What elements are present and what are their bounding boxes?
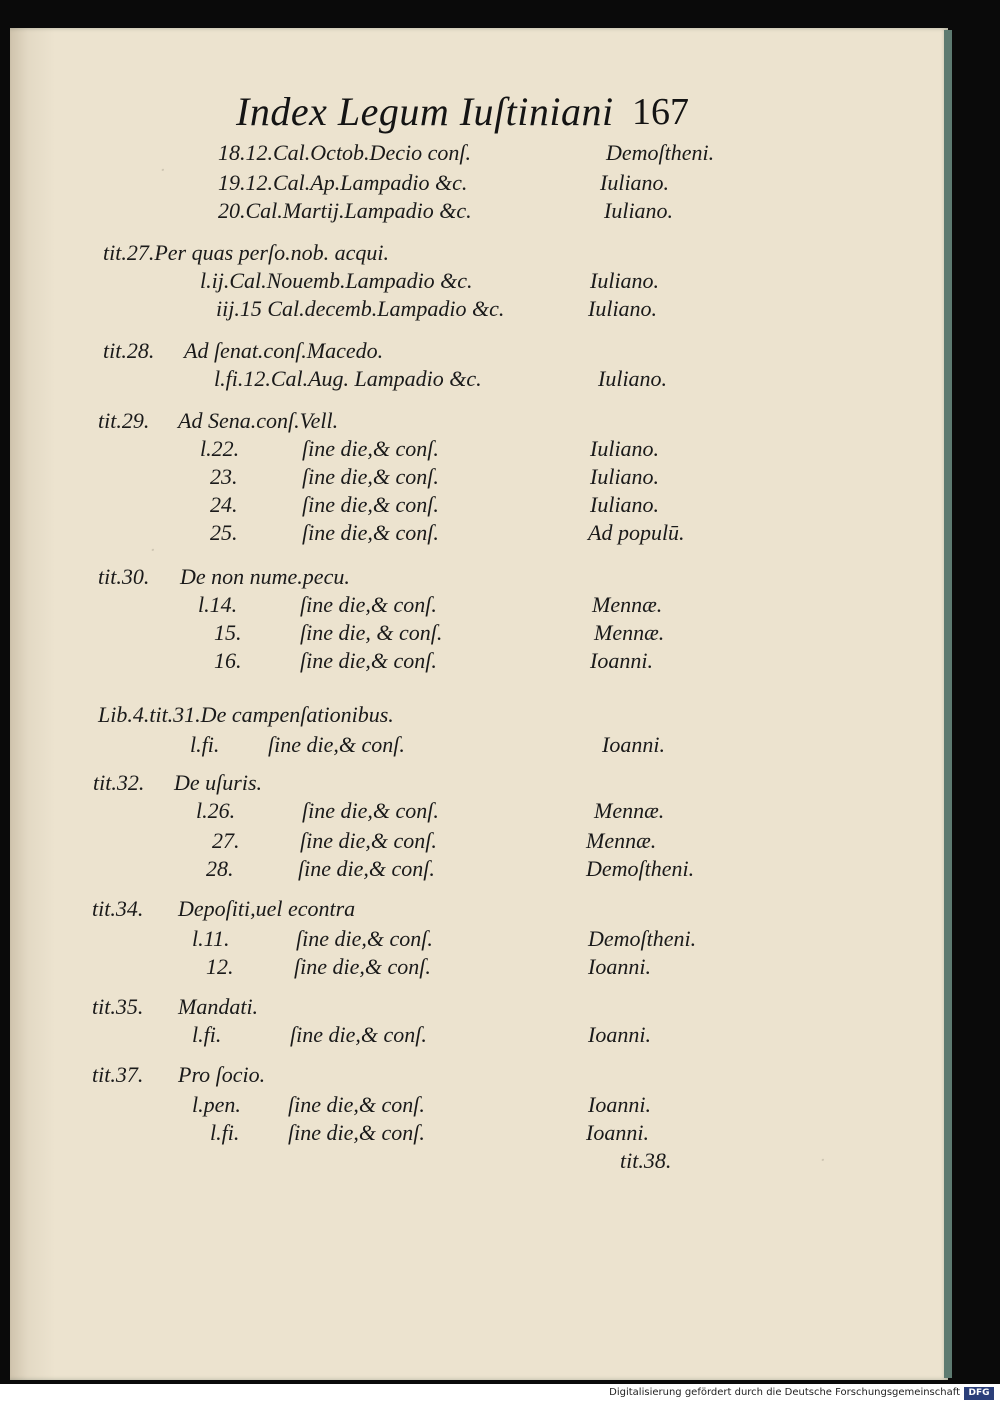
title-number: tit.32. (93, 770, 145, 795)
entry-ref: iij.15 Cal.decemb.Lampadio &c. (216, 296, 505, 321)
page-number: 167 (632, 91, 689, 133)
entry-name: Mennæ. (594, 798, 665, 823)
date-note: ſine die,& conſ. (294, 954, 431, 979)
law-number: l.fi. (190, 732, 220, 757)
entry-name: Iuliano. (590, 268, 660, 293)
entry-name: Mennæ. (594, 620, 665, 645)
entry-ref: 18.12.Cal.Octob.Decio conſ. (218, 140, 471, 165)
date-note: ſine die,& conſ. (302, 492, 439, 517)
title-heading: Depoſiti,uel econtra (178, 896, 356, 921)
date-note: ſine die,& conſ. (300, 592, 437, 617)
entry-ref: 20.Cal.Martij.Lampadio &c. (218, 198, 472, 223)
law-number: l.26. (196, 798, 236, 823)
entry-name: Ioanni. (586, 1120, 649, 1145)
show-through-mark: · (150, 540, 156, 561)
title-heading: Mandati. (178, 994, 259, 1019)
catchword: tit.38. (620, 1148, 672, 1173)
entry-name: Demoſtheni. (586, 856, 695, 881)
entry-name: Ioanni. (590, 648, 653, 673)
law-number: 27. (212, 828, 240, 853)
entry-name: Mennæ. (592, 592, 663, 617)
law-number: 24. (210, 492, 238, 517)
entry-name: Demoſtheni. (588, 926, 697, 951)
date-note: ſine die,& conſ. (298, 856, 435, 881)
title-number: tit.29. (98, 408, 150, 433)
dfg-logo-icon: DFG (964, 1387, 994, 1400)
law-number: l.fi. (192, 1022, 222, 1047)
entry-name: Demoſtheni. (606, 140, 715, 165)
title-number: tit.34. (92, 896, 144, 921)
entry-ref: l.ij.Cal.Nouemb.Lampadio &c. (200, 268, 473, 293)
law-number: l.11. (192, 926, 230, 951)
date-note: ſine die,& conſ. (302, 798, 439, 823)
entry-name: Mennæ. (586, 828, 657, 853)
date-note: ſine die,& conſ. (268, 732, 405, 757)
show-through-mark: · (820, 1150, 826, 1171)
law-number: 15. (214, 620, 242, 645)
law-number: l.fi. (210, 1120, 240, 1145)
date-note: ſine die,& conſ. (300, 648, 437, 673)
entry-name: Ioanni. (602, 732, 665, 757)
page-title: Index Legum Iuſtiniani (236, 89, 614, 134)
law-number: 25. (210, 520, 238, 545)
date-note: ſine die,& conſ. (296, 926, 433, 951)
law-number: l.22. (200, 436, 240, 461)
date-note: ſine die,& conſ. (302, 464, 439, 489)
title-number: tit.28. (103, 338, 155, 363)
entry-ref: l.fi.12.Cal.Aug. Lampadio &c. (214, 366, 482, 391)
entry-name: Iuliano. (604, 198, 674, 223)
entry-name: Ad populū. (588, 520, 685, 545)
entry-name: Iuliano. (590, 436, 660, 461)
entry-name: Iuliano. (598, 366, 668, 391)
title-heading: De non nume.pecu. (180, 564, 350, 589)
entry-name: Iuliano. (590, 492, 660, 517)
title-number: tit.37. (92, 1062, 144, 1087)
law-number: 12. (206, 954, 234, 979)
title-heading: De uſuris. (174, 770, 262, 795)
title-number: tit.35. (92, 994, 144, 1019)
date-note: ſine die,& conſ. (288, 1092, 425, 1117)
date-note: ſine die,& conſ. (302, 520, 439, 545)
entry-name: Iuliano. (588, 296, 658, 321)
entry-ref: 19.12.Cal.Ap.Lampadio &c. (218, 170, 468, 195)
title-number: tit.30. (98, 564, 150, 589)
date-note: ſine die,& conſ. (290, 1022, 427, 1047)
entry-name: Iuliano. (600, 170, 670, 195)
title-heading: Ad ſenat.conſ.Macedo. (184, 338, 384, 363)
law-number: l.pen. (192, 1092, 241, 1117)
date-note: ſine die, & conſ. (300, 620, 443, 645)
footer-bar (0, 1384, 1000, 1404)
law-number: l.14. (198, 592, 238, 617)
law-number: 23. (210, 464, 238, 489)
show-through-mark: · (160, 160, 166, 181)
title-heading: Pro ſocio. (178, 1062, 266, 1087)
funding-credit: Digitalisierung gefördert durch die Deutsche Forschungsgemeinschaft (609, 1387, 960, 1398)
page-edge (944, 30, 952, 1378)
title-heading: Ad Sena.conſ.Vell. (178, 408, 339, 433)
date-note: ſine die,& conſ. (302, 436, 439, 461)
title-heading: Lib.4.tit.31.De campenſationibus. (98, 702, 394, 727)
law-number: 28. (206, 856, 234, 881)
date-note: ſine die,& conſ. (288, 1120, 425, 1145)
entry-name: Ioanni. (588, 1022, 651, 1047)
date-note: ſine die,& conſ. (300, 828, 437, 853)
entry-name: Ioanni. (588, 1092, 651, 1117)
entry-name: Ioanni. (588, 954, 651, 979)
title-heading: tit.27.Per quas perſo.nob. acqui. (103, 240, 389, 265)
law-number: 16. (214, 648, 242, 673)
entry-name: Iuliano. (590, 464, 660, 489)
